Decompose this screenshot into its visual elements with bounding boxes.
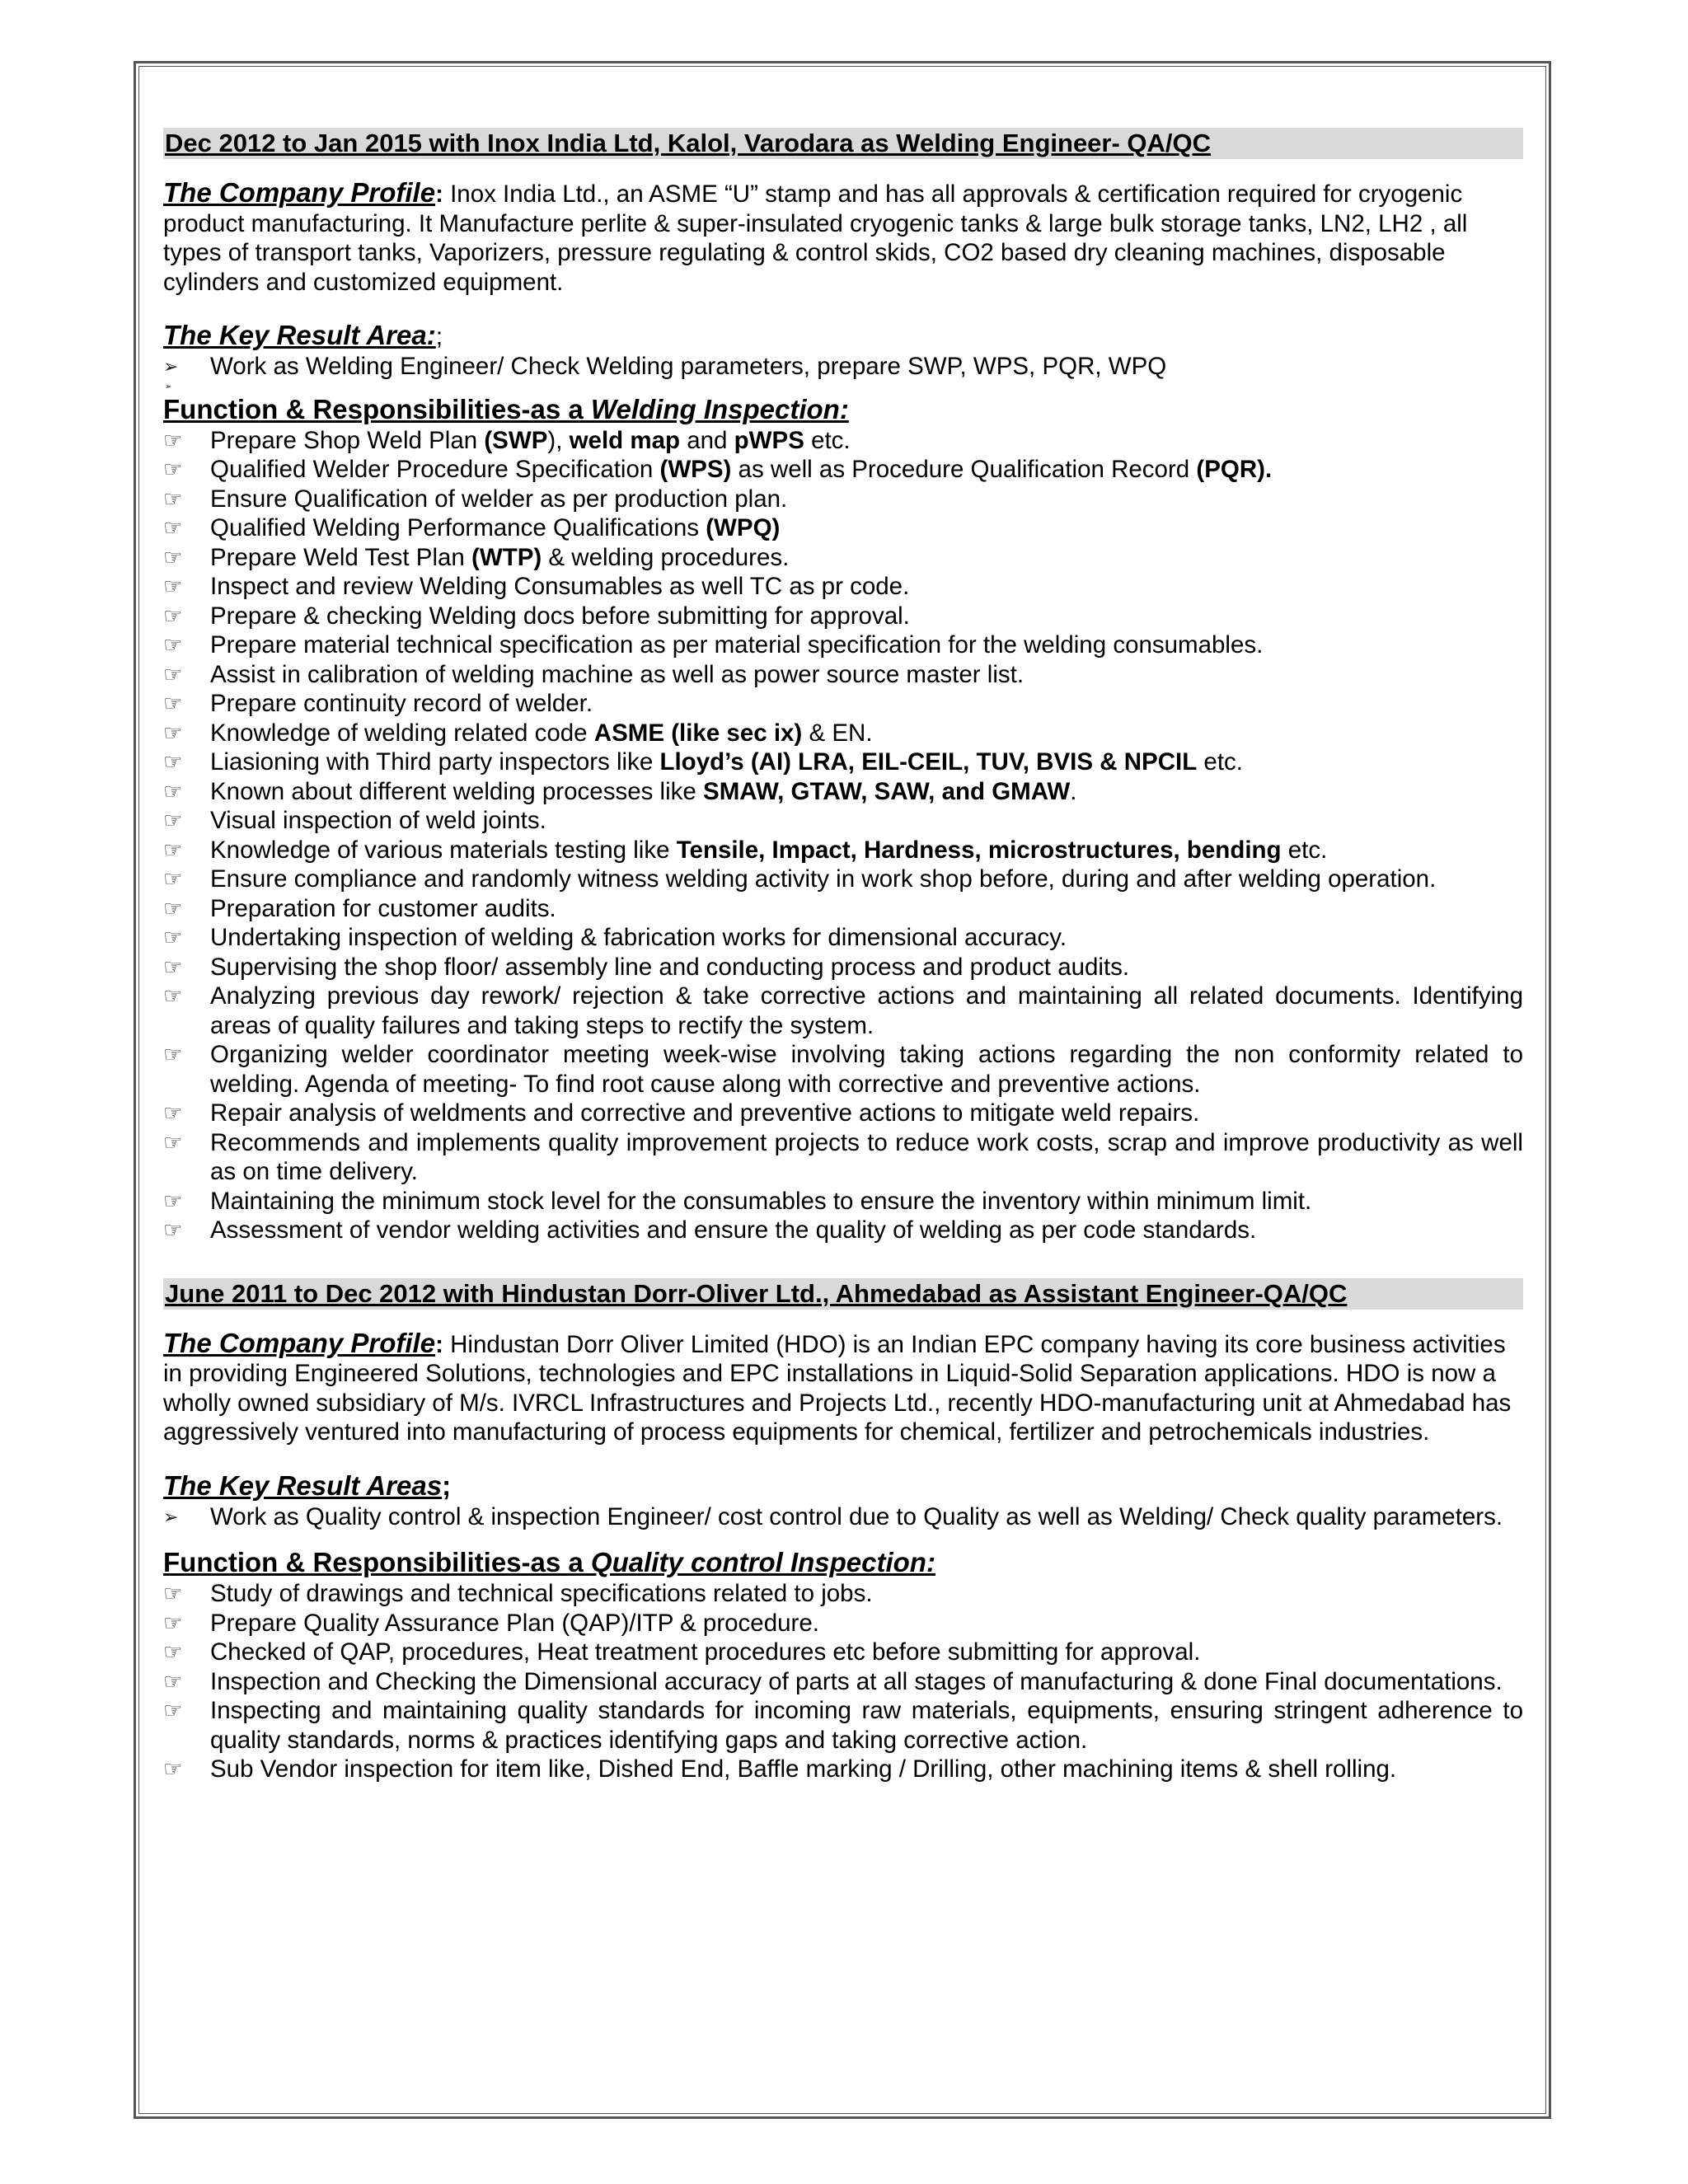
list-item [163,660,1523,690]
item-text: Ensure Qualification of welder as per production plan. [210,485,788,513]
item-text: Inspecting and maintaining quality standards for incoming raw materials, equipments, ensuring stringent adherence to quality standards, norms & practices identifying gaps and taking corrective action. [210,1697,1523,1754]
kra-item [163,1502,1523,1532]
item-text: Repair analysis of weldments and corrective and preventive actions to mitigate weld repairs. [210,1099,1200,1127]
arrow-bullet-icon: ➢ [163,356,179,377]
list-item [163,1638,1523,1667]
pointing-hand-icon: ☞ [163,574,183,598]
item-text: Preparation for customer audits. [210,894,556,922]
section-header [163,1278,1523,1310]
pointing-hand-icon: ☞ [163,1188,183,1213]
item-text: Prepare material technical specification as per material specification for the welding consumables. [210,631,1264,658]
pointing-hand-icon: ☞ [163,925,183,949]
item-text: Prepare Quality Assurance Plan (QAP)/ITP & procedure. [210,1609,819,1637]
key-result-area [163,1469,1523,1532]
key-result-area [163,319,1523,393]
pointing-hand-icon: ☞ [163,632,183,657]
list-item [163,1579,1523,1609]
list-item [163,602,1523,631]
item-text: Maintaining the minimum stock level for the consumables to ensure the inventory within minimum limit. [210,1187,1312,1215]
list-item [163,455,1523,485]
company-profile-text: Inox India Ltd., an ASME “U” stamp and has all approvals & certification required for cryogenic product manufacturing. It Manufacture perlite & super-insulated cryogenic tanks & large bulk storage tanks, LN2, LH2 , all types of transport tanks, Vaporizers, pressure regulating & control skids, CO2 based dry cleaning machines, disposable cylinders and customized equipment. [163,180,1468,296]
item-text: Study of drawings and technical specifications related to jobs. [210,1580,873,1607]
list-item [163,1040,1523,1099]
pointing-hand-icon: ☞ [163,895,183,921]
kra-item-text: Work as Quality control & inspection Engineer/ cost control due to Quality as well as Welding/ Check quality parameters. [210,1502,1503,1530]
pointing-hand-icon: ☞ [163,1581,183,1605]
item-bold: ASME (like sec ix) [593,719,803,747]
section-header-text: Dec 2012 to Jan 2015 with Inox India Ltd, Kalol, Varodara as Welding Engineer- QA/QC [165,129,1212,157]
pointing-hand-icon: ☞ [163,983,183,1008]
item-text: Inspect and review Welding Consumables as well TC as pr code. [210,573,910,600]
pointing-hand-icon: ☞ [163,691,183,715]
section-header [163,128,1523,159]
responsibilities-list [163,426,1523,1245]
item-text: Prepare Weld Test Plan [210,543,472,571]
kra-title: The Key Result Areas [163,1469,443,1501]
list-item [163,1216,1523,1245]
item-text: Knowledge of various materials testing like [210,836,677,864]
list-item [163,719,1523,748]
company-profile-title: The Company Profile [163,1327,436,1358]
list-item [163,1099,1523,1128]
item-bold: weld map [569,426,681,454]
pointing-hand-icon: ☞ [163,661,183,687]
list-item [163,777,1523,807]
list-item [163,485,1523,514]
item-text: Checked of QAP, procedures, Heat treatment procedures etc before submitting for approval. [210,1638,1201,1666]
pointing-hand-icon: ☞ [163,1217,183,1242]
pointing-hand-icon: ☞ [163,1698,183,1722]
company-profile-colon: : [435,1330,443,1358]
item-text: Organizing welder coordinator meeting week-wise involving taking actions regarding the non conformity related to welding. Agenda of meeting- To find root cause along with corrective and preventive actions. [210,1041,1523,1098]
small-arrow-icon: ➢ [165,382,172,391]
item-text: etc. [1197,748,1243,776]
item-text: etc. [804,426,851,454]
list-item [163,1696,1523,1755]
list-item [163,836,1523,865]
list-item [163,426,1523,456]
kra-list [163,352,1523,382]
list-item [163,630,1523,660]
company-profile-colon: : [435,180,443,208]
item-text: Known about different welding processes like [210,777,704,805]
list-item [163,1609,1523,1638]
item-text: Qualified Welding Performance Qualifications [210,514,706,541]
function-title-plain: Function & Responsibilities-as a [163,1547,591,1577]
pointing-hand-icon: ☞ [163,427,183,452]
item-text: & EN. [802,719,873,747]
kra-suffix: ; [442,1469,452,1501]
kra-title: The Key Result Area: [163,320,436,350]
list-item [163,806,1523,836]
resume-content [163,128,1523,1784]
pointing-hand-icon: ☞ [163,515,183,540]
item-text: Prepare continuity record of welder. [210,690,593,717]
arrow-bullet-icon: ➢ [163,1506,179,1527]
pointing-hand-icon: ☞ [163,1100,183,1125]
section-inox [163,128,1523,1245]
section-hdo [163,1278,1523,1784]
item-text: Assist in calibration of welding machine as well as power source master list. [210,660,1025,688]
company-profile-title: The Company Profile [163,177,436,208]
item-text: & welding procedures. [542,543,790,571]
company-profile [163,1329,1523,1447]
item-text: Knowledge of welding related code [210,719,594,747]
pointing-hand-icon: ☞ [163,719,183,745]
item-bold: (WPQ) [706,514,781,541]
item-text: Assessment of vendor welding activities and ensure the quality of welding as per code standards. [210,1216,1257,1244]
list-item [163,953,1523,982]
list-item [163,1187,1523,1216]
pointing-hand-icon: ☞ [163,954,183,979]
item-text: Recommends and implements quality improvement projects to reduce work costs, scrap and improve productivity as well as on time delivery. [210,1128,1523,1185]
pointing-hand-icon: ☞ [163,778,183,804]
function-title [163,393,1523,426]
item-bold: pWPS [734,426,804,454]
company-profile [163,178,1523,297]
item-text: Analyzing previous day rework/ rejection & take corrective actions and maintaining all related documents. Identifying areas of quality failures and taking steps to rectify the system. [210,982,1523,1039]
pointing-hand-icon: ☞ [163,837,183,862]
item-text: Liasioning with Third party inspectors like [210,748,660,776]
item-bold: Lloyd’s (AI) LRA, EIL-CEIL, TUV, BVIS & NPCIL [659,748,1198,776]
list-item [163,748,1523,777]
list-item [163,572,1523,602]
item-text: Inspection and Checking the Dimensional accuracy of parts at all stages of manufacturing & done Final documentations. [210,1667,1503,1695]
pointing-hand-icon: ☞ [163,544,183,569]
item-text: and [680,426,734,454]
list-item [163,865,1523,894]
item-bold: (SWP [484,426,548,454]
list-item [163,1755,1523,1784]
item-text: as well as Procedure Qualification Record [731,456,1197,483]
kra-suffix: ; [435,323,443,350]
function-title [163,1546,1523,1579]
list-item [163,689,1523,719]
item-text: Sub Vendor inspection for item like, Dished End, Baffle marking / Drilling, other machining items & shell rolling. [210,1755,1397,1783]
item-text: Prepare Shop Weld Plan [210,426,485,454]
item-text: Undertaking inspection of welding & fabrication works for dimensional accuracy. [210,924,1067,951]
item-bold: SMAW, GTAW, SAW, and GMAW [703,777,1071,805]
list-item [163,923,1523,953]
function-title-plain: Function & Responsibilities-as a [163,393,591,424]
item-bold: (WTP) [471,543,542,571]
item-bold: (WPS) [659,456,732,483]
pointing-hand-icon: ☞ [163,1129,183,1155]
kra-list [163,1502,1523,1532]
pointing-hand-icon: ☞ [163,1042,183,1066]
item-bold: (PQR). [1196,456,1273,483]
item-text: . [1070,777,1077,805]
pointing-hand-icon: ☞ [163,1756,183,1781]
item-text: Ensure compliance and randomly witness welding activity in work shop before, during and after welding operation. [210,865,1437,893]
list-item [163,1667,1523,1697]
function-title-italic: Welding Inspection: [590,393,849,424]
pointing-hand-icon: ☞ [163,602,183,628]
pointing-hand-icon: ☞ [163,457,183,481]
item-text: ), [547,426,570,454]
list-item [163,894,1523,924]
pointing-hand-icon: ☞ [163,1639,183,1664]
item-bold: Tensile, Impact, Hardness, microstructures, bending [676,836,1282,864]
responsibilities-list [163,1579,1523,1784]
pointing-hand-icon: ☞ [163,1668,183,1694]
section-header-text: June 2011 to Dec 2012 with Hindustan Dorr-Oliver Ltd., Ahmedabad as Assistant Engineer-QA/QC [165,1278,1348,1308]
item-text: etc. [1281,836,1328,864]
item-text: Qualified Welder Procedure Specification [210,456,660,483]
kra-item-text: Work as Welding Engineer/ Check Welding parameters, prepare SWP, WPS, PQR, WPQ [210,353,1167,380]
item-text: Prepare & checking Welding docs before submitting for approval. [210,602,910,630]
pointing-hand-icon: ☞ [163,808,183,832]
list-item [163,513,1523,543]
pointing-hand-icon: ☞ [163,749,183,774]
item-text: Supervising the shop floor/ assembly line and conducting process and product audits. [210,953,1130,981]
pointing-hand-icon: ☞ [163,1610,183,1635]
item-text: Visual inspection of weld joints. [210,807,546,834]
list-item [163,982,1523,1040]
kra-item [163,352,1523,382]
function-title-italic: Quality control Inspection: [590,1547,935,1577]
company-profile-text: Hindustan Dorr Oliver Limited (HDO) is an Indian EPC company having its core business activities in providing Engineered Solutions, technologies and EPC installations in Liquid-Solid Separation applications. HDO is now a wholly owned subsidiary of M/s. IVRCL Infrastructures and Projects Ltd., recently HDO-manufacturing unit at Ahmedabad has aggressively ventured into manufacturing of process equipments for chemical, fertilizer and petrochemicals industries. [163,1330,1512,1446]
list-item [163,1128,1523,1187]
pointing-hand-icon: ☞ [163,866,183,891]
list-item [163,543,1523,573]
pointing-hand-icon: ☞ [163,485,183,511]
